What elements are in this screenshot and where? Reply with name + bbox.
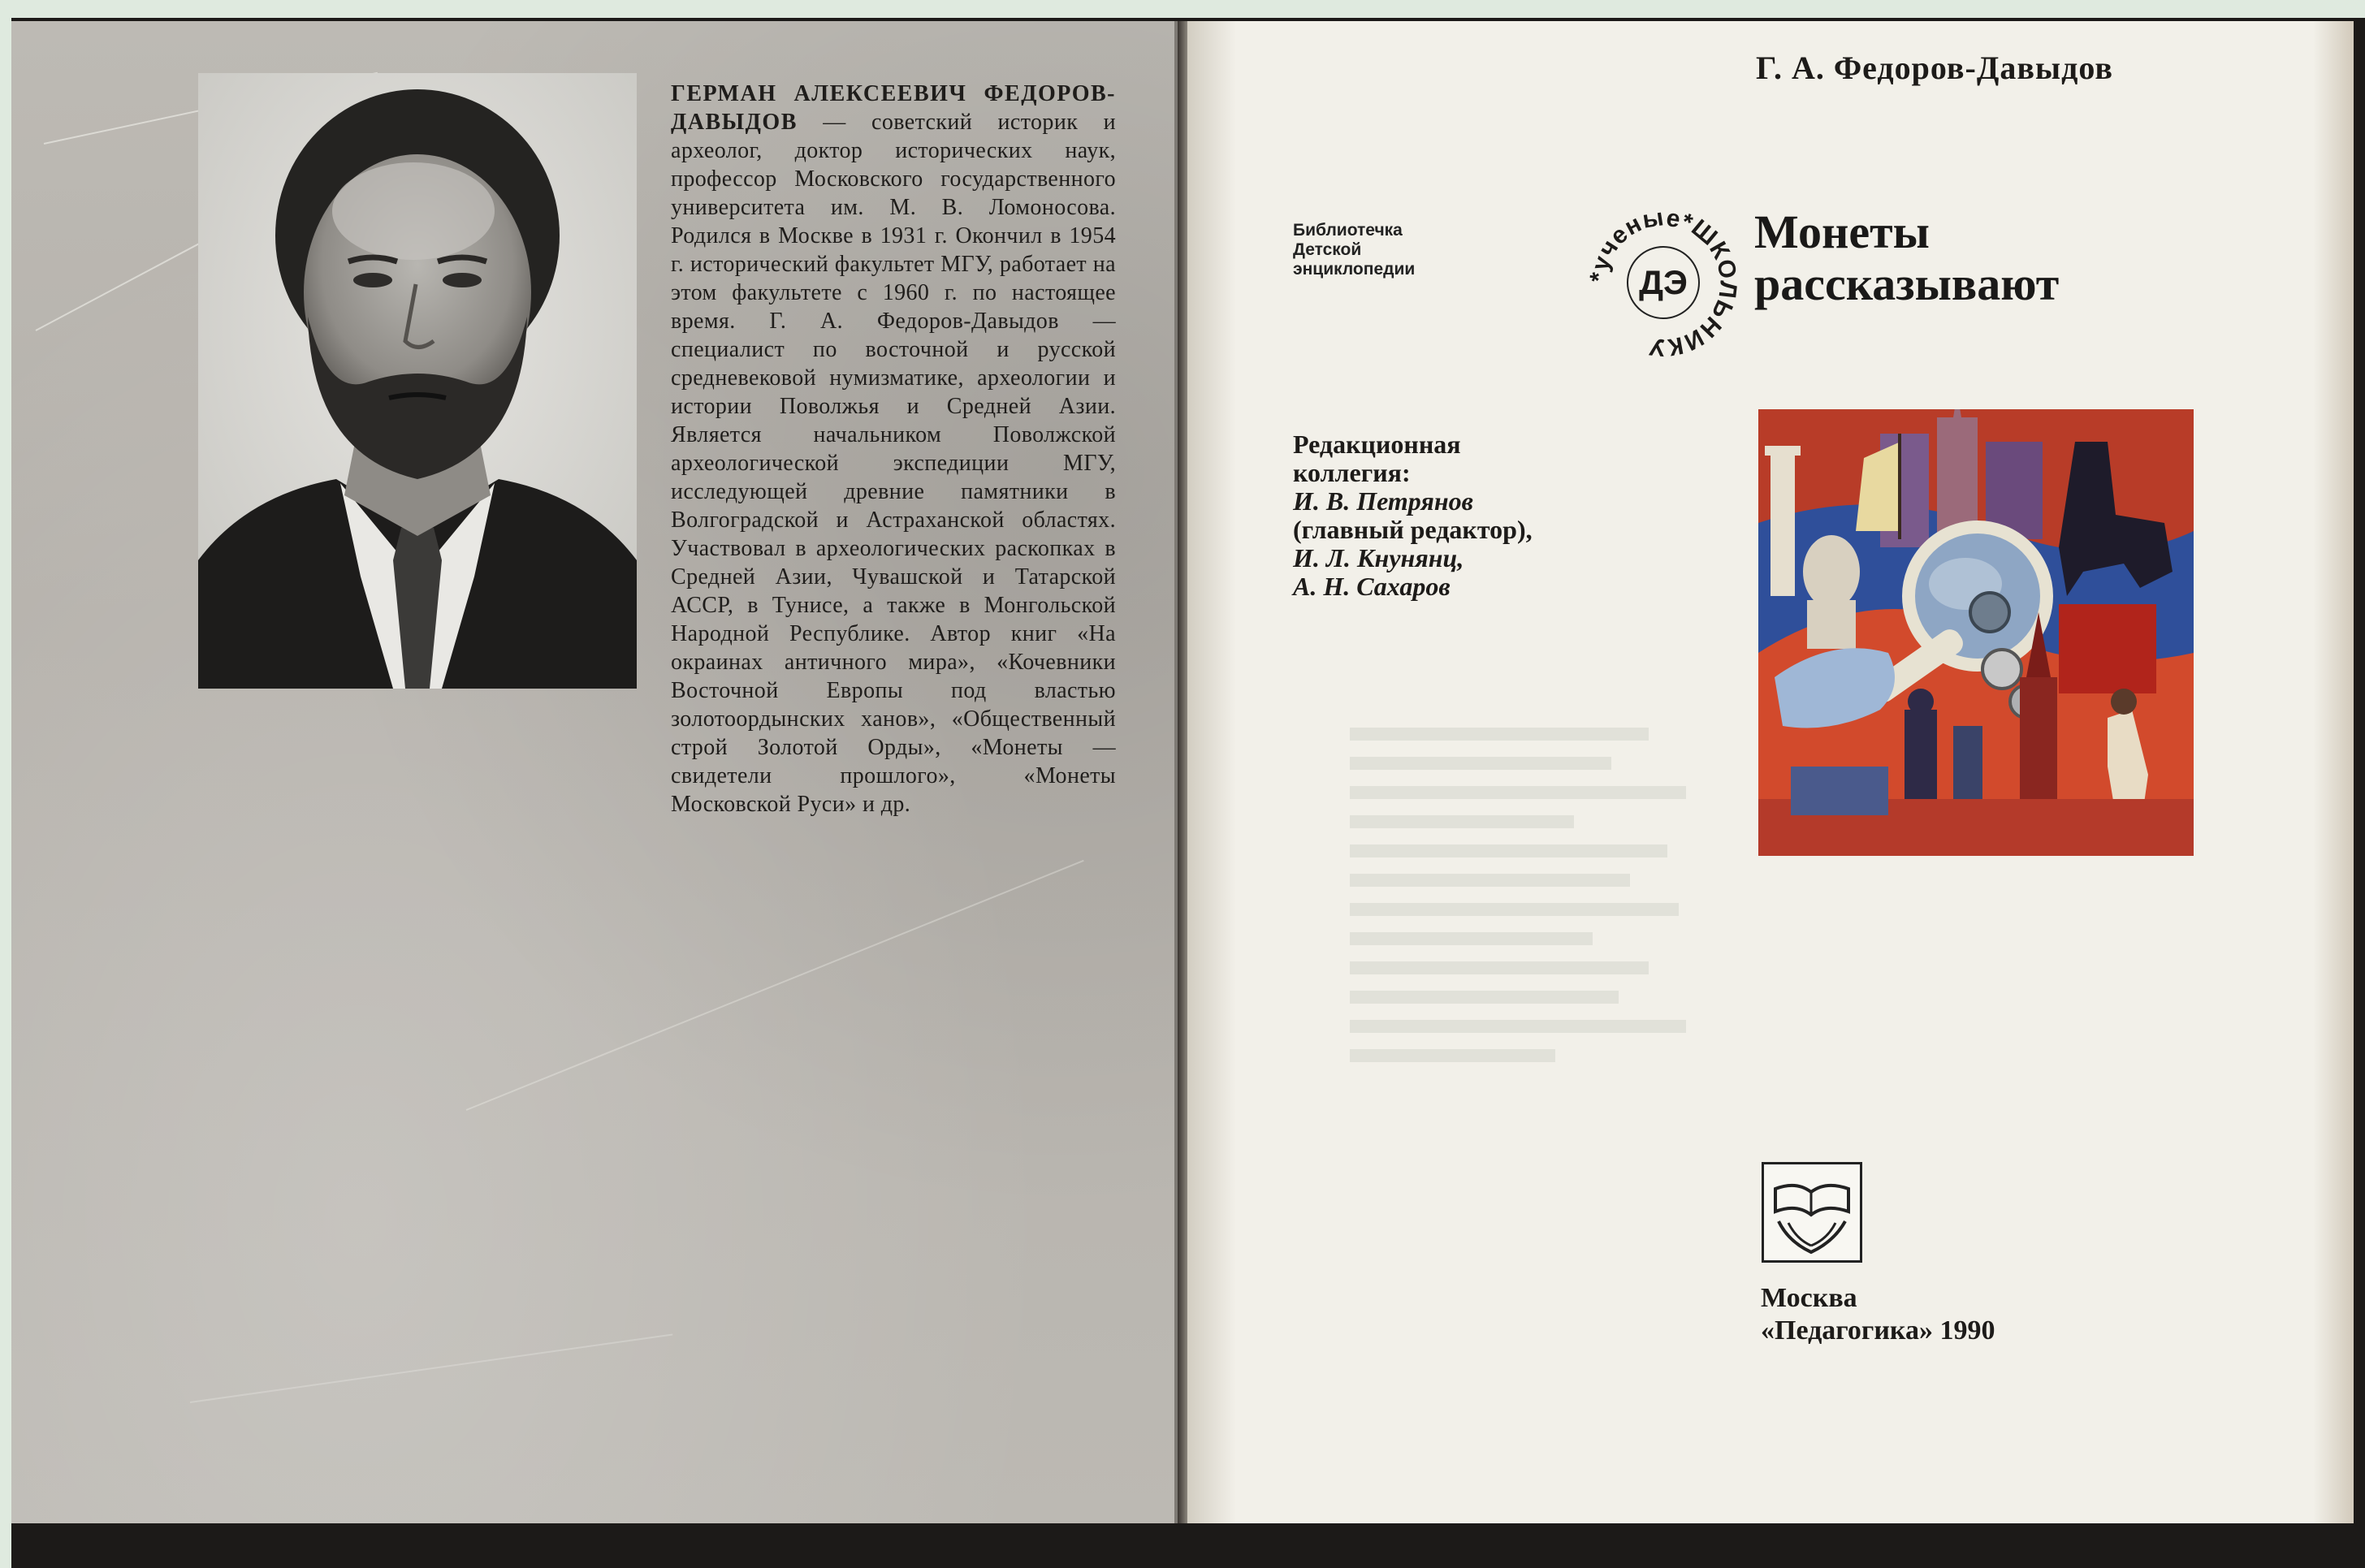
title-page <box>1187 21 2354 1523</box>
hands-book-icon <box>1764 1164 1860 1260</box>
ring-badge-icon <box>1584 203 1743 362</box>
editor-name: И. Л. Кнунянц, <box>1293 543 1464 572</box>
collage-illustration <box>1758 409 2194 856</box>
page-crease <box>466 860 1084 1111</box>
back-cover-page <box>11 21 1178 1523</box>
book-spine <box>1178 21 1187 1523</box>
series-line: Детской <box>1293 240 1362 259</box>
series-line: энциклопедии <box>1293 260 1416 279</box>
editorial-header: коллегия: <box>1293 458 1411 487</box>
author-name-caps: ГЕРМАН АЛЕКСЕЕВИЧ ФЕДОРОВ-ДАВЫДОВ <box>671 81 1116 135</box>
book-title <box>1754 206 2059 310</box>
series-name <box>1293 221 1447 279</box>
author-heading: Г. А. Федоров-Давыдов <box>1756 50 2114 86</box>
editor-name: И. В. Петрянов <box>1293 486 1473 516</box>
title-line: Монеты <box>1754 205 1930 258</box>
author-portrait <box>198 73 637 689</box>
editorial-header: Редакционная <box>1293 430 1461 459</box>
cover-illustration <box>1758 409 2194 856</box>
series-line: Библиотечка <box>1293 221 1403 240</box>
imprint-publisher-year: «Педагогика» 1990 <box>1761 1315 1995 1346</box>
editor-name: А. Н. Сахаров <box>1293 572 1451 601</box>
biography-text: — советский историк и археолог, доктор исторических наук, профессор Московского государственного университета им. М. В. Ломоносова. Родился в Москве в 1931 г. Окончил в 1954 г. исторический факультет МГУ, работает на этом факультете с 1960 г. по настоящее время. Г. А. Федоров-Давыдов — специалист по восточной и русской средневековой нумизматике, археологии и истории Поволжья и Средней Азии. Является начальником Поволжской археологической экспедиции МГУ, исследующей древние памятники в Волгоградской и Астраханской областях. Участвовал в археологических раскопках в Средней Азии, Чувашской и Татарской АССР, в Тунисе, а также в Монгольской Народной Республике. Автор книг «На окраинах античного мира», «Кочевники Восточной Европы под властью золотоордынских ханов», «Общественный строй Золотой Орды», «Монеты — свидетели прошлого», «Монеты Московской Руси» и др. <box>671 110 1116 817</box>
badge-ring-text: *ученые*ШКОЛЬНИКУ <box>1585 204 1742 361</box>
author-biography <box>671 80 1116 819</box>
show-through-text <box>1350 711 1723 1312</box>
scan-margin-left <box>0 0 11 1568</box>
scan-margin-top <box>0 0 2365 18</box>
author-portrait-image <box>198 73 637 689</box>
publisher-logo <box>1762 1162 1862 1263</box>
editorial-board <box>1293 430 1634 601</box>
page-crease <box>190 1334 672 1403</box>
editor-role: (главный редактор), <box>1293 515 1533 544</box>
imprint-city: Москва <box>1761 1283 1857 1313</box>
page-crease <box>36 231 223 331</box>
title-line: рассказывают <box>1754 257 2060 310</box>
series-badge-logo <box>1584 203 1743 362</box>
imprint <box>1761 1282 1995 1347</box>
badge-center-text: ДЭ <box>1639 263 1688 301</box>
